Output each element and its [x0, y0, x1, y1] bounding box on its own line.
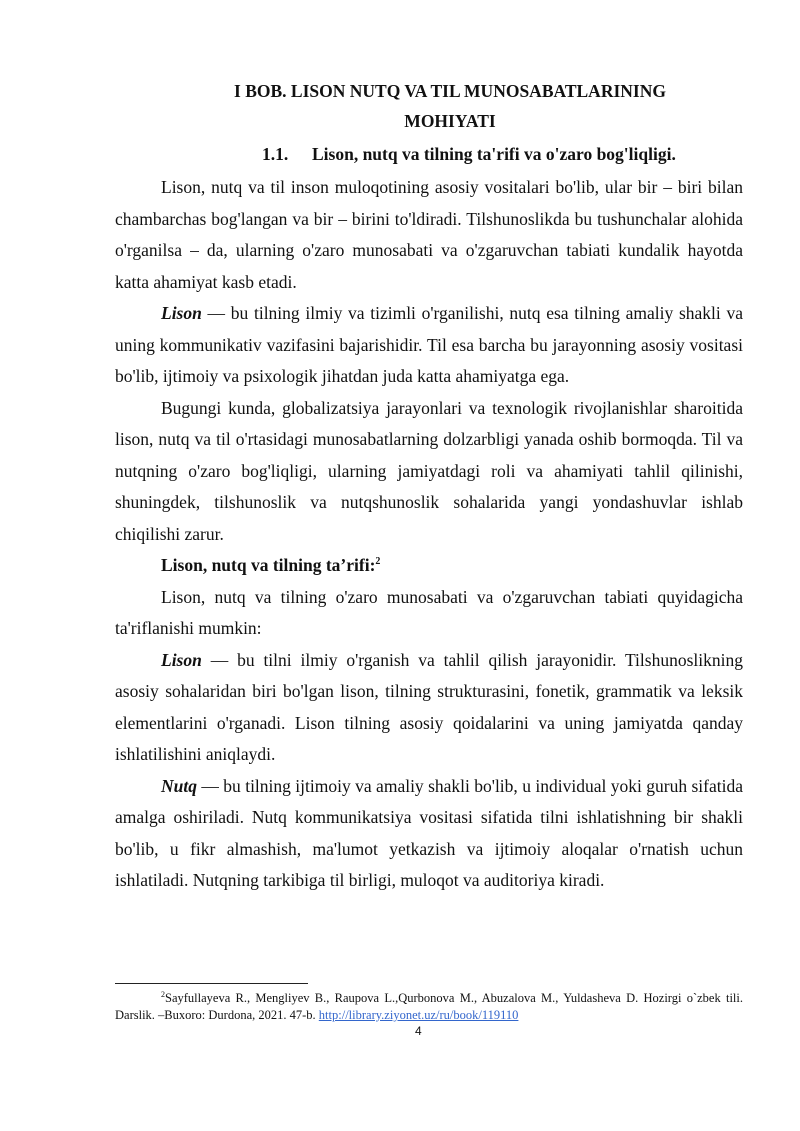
section-heading	[262, 141, 722, 167]
footnote	[115, 990, 743, 1024]
chapter-title: I BOB. LISON NUTQ VA TIL MUNOSABATLARINING MOHIYATI	[234, 81, 666, 131]
section-number: 1.1.	[262, 144, 289, 164]
footnote-reference[interactable]: 2	[375, 556, 381, 568]
paragraph-definitions-intro: Lison, nutq va tilning o'zaro munosabati va o'zgaruvchan tabiati quyidagicha ta'riflanishi mumkin:	[115, 586, 743, 638]
footnote-marker: 2	[161, 989, 165, 999]
footnote-text: Sayfullayeva R., Mengliyev B., Raupova L.,Qurbonova M., Abuzalova M., Yuldasheva D. Hozirgi o`zbek tili. Darslik. –Buxoro: Durdona, 2021. 47-b.	[115, 991, 743, 1022]
footnote-link[interactable]: http://library.ziyonet.uz/ru/book/119110	[318, 1008, 519, 1022]
paragraph-lison-text: — bu tilning ilmiy va tizimli o'rganilishi, nutq esa tilning amaliy shakli va uning kommunikativ vazifasini bajarishidir. Til esa barcha bu jarayonning asosiy vositasi bo'lib, ijtimoiy va psixologik jihatdan juda katta ahamiyatga ega.	[115, 303, 743, 386]
paragraph-lison-2-text: — bu tilni ilmiy o'rganish va tahlil qilish jarayonidir. Tilshunoslikning asosiy sohalaridan biri bo'lgan lison, tilning strukturasini, fonetik, grammatik va leksik elementlarini o'rganadi. Lison tilning asosiy qoidalarini va uning jamiyatda qanday ishlatilishini aniqlaydi.	[115, 649, 743, 764]
subheading-text: Lison, nutq va tilning ta’rifi:	[161, 555, 376, 575]
paragraph-lison	[115, 645, 743, 771]
paragraph-intro: Lison, nutq va til inson muloqotining asosiy vositalari bo'lib, ular bir – biri bilan chambarchas bog'langan va bir – birini to'ldiradi. Tilshunoslikda bu tushunchalar alohida o'rganilsa – da, ularning o'zaro munosabati va o'zgaruvchan tabiati kundalik hayotda katta ahamiyat kasb etadi.	[115, 177, 743, 292]
term-lison: Lison	[161, 303, 202, 323]
section-title: Lison, nutq va tilning ta'rifi va o'zaro bog'liqligi.	[312, 144, 676, 164]
page-number: 4	[415, 1024, 422, 1038]
paragraph-nutq-text: — bu tilning ijtimoiy va amaliy shakli bo'lib, u individual yoki guruh sifatida amalga oshiriladi. Nutq kommunikatsiya vositasi sifatida tilni ishlatishning bir shakli bo'lib, u fikr almashish, ma'lumot yetkazish va ijtimoiy aloqalar o'rnatish uchun ishlatiladi. Nutqning tarkibiga til birligi, muloqot va auditoriya kiradi.	[115, 775, 743, 890]
term-lison-2: Lison	[161, 649, 202, 670]
body-text	[115, 172, 743, 897]
paragraph-lison-definition	[115, 298, 743, 393]
paragraph-nutq	[115, 771, 743, 897]
subheading-definitions	[115, 550, 743, 582]
paragraph-globalization: Bugungi kunda, globalizatsiya jarayonlari va texnologik rivojlanishlar sharoitida lison, nutq va til o'rtasidagi munosabatlarning dolzarbligi yanada oshib bormoqda. Til va nutqning o'zaro bog'liqligi, ularning jamiyatdagi roli va ahamiyati tahlil qilinishi, shuningdek, tilshunoslik va nutqshunoslik sohalarida yangi yondashuvlar ishlab chiqilishi zarur.	[115, 397, 743, 544]
term-nutq: Nutq	[161, 775, 197, 796]
footnote-separator	[115, 983, 308, 984]
